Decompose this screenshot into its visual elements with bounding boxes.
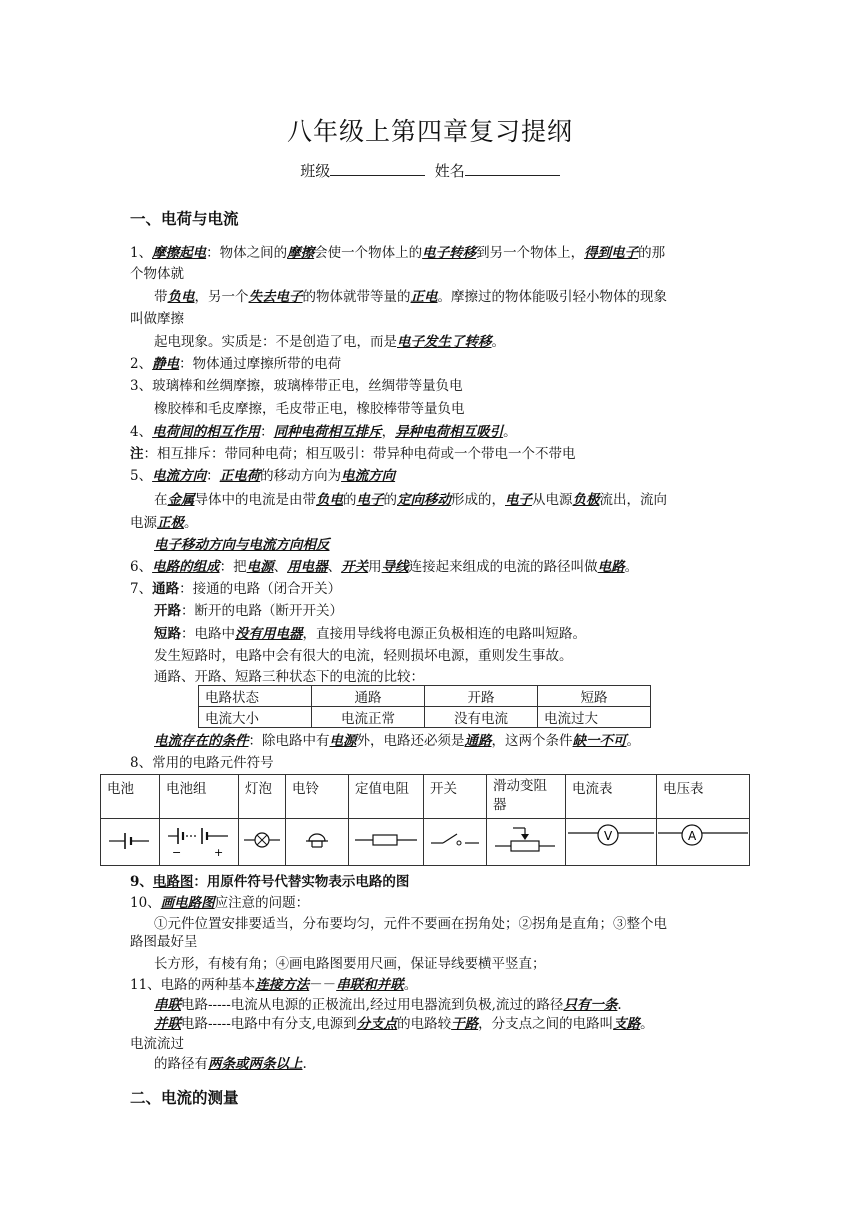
text: . bbox=[617, 997, 622, 1013]
switch-symbol-cell bbox=[424, 819, 487, 866]
keyword: 分支点 bbox=[356, 1016, 398, 1032]
text: 形成的， bbox=[451, 492, 505, 508]
keyword: 两条或两条以上 bbox=[208, 1056, 303, 1072]
symbol-table bbox=[100, 774, 750, 866]
keyword: 电子发生了转移 bbox=[397, 334, 492, 350]
table-cell: 电流表 bbox=[566, 775, 657, 819]
keyword: 串联和并联 bbox=[336, 977, 404, 993]
text: 带 bbox=[154, 289, 168, 305]
keyword: 通路 bbox=[464, 733, 492, 749]
keyword: 干路 bbox=[451, 1016, 479, 1032]
text: ： bbox=[260, 424, 274, 440]
keyword: 定向移动 bbox=[397, 492, 451, 508]
table-cell: 电铃 bbox=[286, 775, 349, 819]
text: ：除电路中有 bbox=[248, 733, 330, 749]
item-11-line-5 bbox=[154, 1054, 307, 1074]
keyword: 电路 bbox=[597, 559, 625, 575]
item-1-line-1 bbox=[130, 243, 665, 263]
item-6 bbox=[130, 557, 638, 577]
class-name-line bbox=[0, 160, 860, 181]
text: ：断开的电路（断开开关） bbox=[181, 603, 343, 619]
item-7-line-4: 发生短路时，电路中会有很大的电流，轻则损坏电源，重则发生事故。 bbox=[154, 648, 573, 664]
text: 到另一个物体上， bbox=[476, 245, 585, 261]
name-blank bbox=[465, 161, 560, 176]
item-1-line-2: 个物体就 bbox=[130, 266, 184, 282]
keyword: 电流方向 bbox=[341, 468, 396, 484]
table-row bbox=[199, 707, 651, 728]
battery-pack-symbol-icon bbox=[164, 820, 234, 860]
keyword: 金属 bbox=[167, 492, 195, 508]
text: 电路-----电流从电源的正极流出,经过用电器流到负极,流过的路径 bbox=[181, 997, 564, 1013]
keyword: 失去电子 bbox=[248, 289, 303, 305]
switch-symbol-icon bbox=[427, 825, 483, 855]
text: ：用原件符号代替实物表示电路的图 bbox=[193, 874, 410, 890]
keyword: 缺一不可 bbox=[572, 733, 627, 749]
text: 。 bbox=[503, 424, 517, 440]
keyword: 正电荷 bbox=[219, 468, 261, 484]
comparison-table bbox=[198, 685, 651, 728]
keyword: 开路 bbox=[154, 603, 181, 619]
item-5-line-4 bbox=[154, 535, 356, 555]
keyword: 摩擦 bbox=[287, 245, 315, 261]
table-cell: 灯泡 bbox=[239, 775, 286, 819]
text: ：接通的电路（闭合开关） bbox=[179, 581, 342, 597]
keyword: 电路的组成 bbox=[152, 559, 220, 575]
bell-symbol-icon bbox=[292, 825, 342, 855]
resistor-symbol-cell bbox=[349, 819, 424, 866]
text: ，直接用导线将电源正负极相连的电路叫短路。 bbox=[302, 626, 586, 642]
plus-sign: + bbox=[214, 846, 224, 859]
text: 。摩擦过的物体能吸引轻小物体的现象 bbox=[437, 289, 667, 305]
class-blank bbox=[330, 161, 425, 176]
keyword: 电子 bbox=[356, 492, 384, 508]
meter-letter: A bbox=[688, 829, 697, 843]
note-label: 注 bbox=[130, 446, 144, 462]
keyword: 没有用电器 bbox=[235, 626, 303, 642]
table-cell: 通路 bbox=[312, 686, 425, 707]
text: 。 bbox=[640, 1016, 654, 1032]
item-1-line-4: 叫做摩擦 bbox=[130, 311, 184, 327]
text: 流出，流向 bbox=[599, 492, 667, 508]
text: 电路-----电路中有分支,电源到 bbox=[181, 1016, 357, 1032]
keyword: 电子 bbox=[505, 492, 532, 508]
table-cell: 电流正常 bbox=[312, 707, 425, 728]
item-10-line-4: 长方形，有棱有角；④画电路图要用尺画，保证导线要横平竖直； bbox=[154, 956, 546, 972]
table-cell: 电池组 bbox=[160, 775, 239, 819]
text: ： bbox=[206, 468, 220, 484]
keyword: 画电路图 bbox=[160, 895, 215, 911]
item-11-line-4: 电流流过 bbox=[130, 1036, 184, 1052]
table-row bbox=[101, 775, 750, 819]
item-3-line-1: 3、玻璃棒和丝绸摩擦，玻璃棒带正电，丝绸带等量负电 bbox=[130, 378, 463, 394]
item-4 bbox=[130, 422, 517, 442]
text: ，分支点之间的电路叫 bbox=[478, 1016, 614, 1032]
minus-sign: − bbox=[172, 846, 182, 859]
table-cell: 电池 bbox=[101, 775, 160, 819]
table-cell: 电路状态 bbox=[199, 686, 312, 707]
keyword: 负电 bbox=[316, 492, 343, 508]
text: 起电现象。实质是：不是创造了电，而是 bbox=[154, 334, 397, 350]
keyword: 开关 bbox=[341, 559, 369, 575]
keyword: 电路图 bbox=[152, 874, 194, 890]
text: 、 bbox=[273, 559, 288, 575]
name-label: 姓名 bbox=[434, 162, 465, 180]
item-2 bbox=[130, 354, 341, 374]
keyword: 静电 bbox=[152, 356, 180, 372]
keyword: 通路 bbox=[152, 581, 180, 597]
keyword: 连接方法 bbox=[255, 977, 310, 993]
text: 1、 bbox=[130, 245, 153, 261]
text: . bbox=[302, 1056, 307, 1072]
keyword: 正电 bbox=[410, 289, 438, 305]
item-11-line-3 bbox=[154, 1014, 654, 1034]
text: ，另一个 bbox=[194, 289, 249, 305]
item-7-line-1 bbox=[130, 579, 341, 599]
table-cell: 电流大小 bbox=[199, 707, 312, 728]
keyword: 得到电子 bbox=[584, 245, 639, 261]
keyword: 电流方向 bbox=[152, 468, 207, 484]
text: 7、 bbox=[130, 581, 153, 597]
text: 在 bbox=[154, 492, 168, 508]
item-1-line-5 bbox=[154, 332, 505, 352]
text: ，这两个条件 bbox=[491, 733, 573, 749]
table-cell: 电流过大 bbox=[538, 707, 651, 728]
keyword: 负电 bbox=[167, 289, 195, 305]
text: ：物体之间的 bbox=[206, 245, 288, 261]
section-heading-2: 二、电流的测量 bbox=[130, 1088, 239, 1107]
item-10-line-2: ①元件位置安排要适当，分布要均匀，元件不要画在拐角处；②拐角是直角；③整个电 bbox=[154, 916, 667, 932]
item-9 bbox=[130, 872, 409, 892]
keyword: 支路 bbox=[613, 1016, 641, 1032]
text: 用 bbox=[368, 559, 382, 575]
text: ， bbox=[381, 424, 396, 440]
item-5-line-1 bbox=[130, 466, 415, 486]
keyword: 负极 bbox=[572, 492, 600, 508]
table-cell: 开关 bbox=[424, 775, 487, 819]
keyword: 电流存在的条件 bbox=[154, 733, 249, 749]
text: 的物体就带等量的 bbox=[302, 289, 411, 305]
keyword: 并联 bbox=[154, 1016, 181, 1032]
text: ：相互排斥：带同种电荷；相互吸引：带异种电荷或一个带电一个不带电 bbox=[143, 446, 576, 462]
text: 连接起来组成的电流的路径叫做 bbox=[408, 559, 598, 575]
item-10-line-1 bbox=[130, 893, 309, 913]
text: 的 bbox=[383, 492, 397, 508]
text: 的电路较 bbox=[397, 1016, 452, 1032]
text: 会使一个物体上的 bbox=[314, 245, 423, 261]
class-label: 班级 bbox=[300, 162, 331, 180]
bell-symbol-cell bbox=[286, 819, 349, 866]
keyword: 只有一条 bbox=[563, 997, 618, 1013]
text: ：物体通过摩擦所带的电荷 bbox=[179, 356, 342, 372]
item-1-line-3 bbox=[154, 287, 667, 307]
item-8: 8、常用的电路元件符号 bbox=[130, 755, 274, 771]
text: 。 bbox=[491, 334, 505, 350]
text: ：电路中 bbox=[181, 626, 235, 642]
item-3-line-2: 橡胶棒和毛皮摩擦，毛皮带正电，橡胶棒带等量负电 bbox=[154, 401, 465, 417]
text: 的路径有 bbox=[154, 1056, 208, 1072]
section-heading-1: 一、电荷与电流 bbox=[130, 209, 239, 228]
keyword: 电子转移 bbox=[422, 245, 477, 261]
ammeter-symbol-cell bbox=[566, 819, 657, 866]
table-row bbox=[199, 686, 651, 707]
ammeter-symbol-icon bbox=[568, 823, 654, 857]
rheostat-symbol-cell bbox=[487, 819, 566, 866]
text: 11、电路的两种基本 bbox=[130, 977, 256, 993]
keyword: 串联 bbox=[154, 997, 181, 1013]
text: 导体中的电流是由带 bbox=[194, 492, 316, 508]
table-cell: 开路 bbox=[425, 686, 538, 707]
table-cell: 定值电阻 bbox=[349, 775, 424, 819]
table-cell: 滑动变阻器 bbox=[487, 775, 566, 819]
text: －－ bbox=[309, 977, 337, 993]
item-5-line-2 bbox=[154, 490, 667, 510]
item-11-line-1 bbox=[130, 975, 417, 995]
text: 外，电路还必须是 bbox=[356, 733, 465, 749]
text: 从电源 bbox=[532, 492, 573, 508]
keyword: 用电器 bbox=[287, 559, 328, 575]
keyword: 电源 bbox=[246, 559, 274, 575]
keyword: 电荷间的相互作用 bbox=[152, 424, 261, 440]
text: 。 bbox=[624, 559, 639, 575]
voltmeter-symbol-cell bbox=[657, 819, 750, 866]
meter-letter: V bbox=[604, 829, 613, 843]
page-title: 八年级上第四章复习提纲 bbox=[286, 117, 573, 146]
note-line bbox=[130, 444, 576, 464]
item-5-line-3 bbox=[130, 513, 198, 533]
table-row bbox=[101, 819, 750, 866]
text: 的那 bbox=[638, 245, 666, 261]
keyword: 电子移动方向与电流方向相反 bbox=[154, 537, 330, 553]
text: 的移动方向为 bbox=[260, 468, 342, 484]
text: 6、 bbox=[130, 559, 153, 575]
keyword: 导线 bbox=[381, 559, 409, 575]
battery-pack-symbol-cell bbox=[160, 819, 239, 866]
keyword: 短路 bbox=[154, 626, 181, 642]
item-7-line-5: 通路、开路、短路三种状态下的电流的比较： bbox=[154, 669, 424, 685]
resistor-symbol-icon bbox=[351, 825, 421, 855]
text: 4、 bbox=[130, 424, 153, 440]
text: 的 bbox=[343, 492, 357, 508]
text: 电源 bbox=[130, 515, 157, 531]
keyword: 同种电荷相互排斥 bbox=[273, 424, 382, 440]
battery-symbol-cell bbox=[101, 819, 160, 866]
item-10-line-3: 路图最好呈 bbox=[130, 934, 198, 950]
rheostat-symbol-icon bbox=[491, 820, 561, 860]
item-11-line-2 bbox=[154, 995, 622, 1015]
voltmeter-symbol-icon bbox=[658, 823, 748, 857]
text: 。 bbox=[184, 515, 198, 531]
text: 9、 bbox=[130, 874, 153, 890]
battery-symbol-icon bbox=[105, 825, 155, 855]
lamp-symbol-icon bbox=[242, 825, 282, 855]
table-cell: 没有电流 bbox=[425, 707, 538, 728]
text: 5、 bbox=[130, 468, 153, 484]
item-7-line-3 bbox=[154, 624, 586, 644]
keyword: 异种电荷相互吸引 bbox=[395, 424, 504, 440]
keyword: 正极 bbox=[157, 515, 184, 531]
text: 10、 bbox=[130, 895, 161, 911]
condition-line bbox=[154, 731, 640, 751]
text: 。 bbox=[403, 977, 418, 993]
keyword: 摩擦起电 bbox=[152, 245, 207, 261]
lamp-symbol-cell bbox=[239, 819, 286, 866]
table-cell: 电压表 bbox=[657, 775, 750, 819]
text: 应注意的问题： bbox=[214, 895, 310, 911]
text: 、 bbox=[327, 559, 342, 575]
table-cell: 短路 bbox=[538, 686, 651, 707]
item-7-line-2 bbox=[154, 601, 343, 621]
keyword: 电源 bbox=[329, 733, 357, 749]
text: 。 bbox=[626, 733, 640, 749]
text: 2、 bbox=[130, 356, 153, 372]
text: ：把 bbox=[219, 559, 247, 575]
